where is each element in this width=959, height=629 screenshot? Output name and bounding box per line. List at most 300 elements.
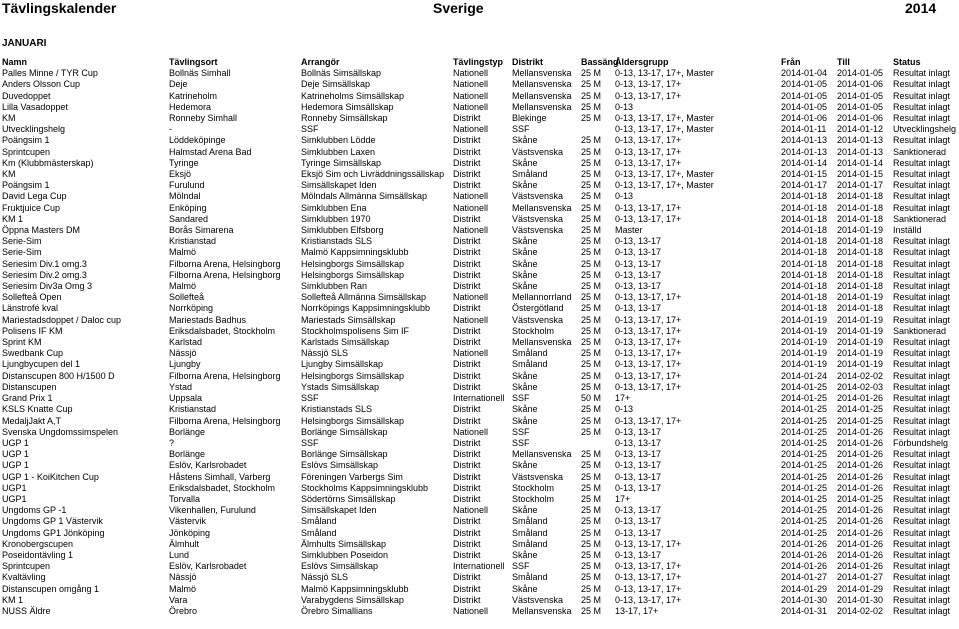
- cell-bassang: 25 M: [581, 549, 602, 560]
- cell-till: 2014-01-30: [837, 594, 884, 605]
- cell-fran: 2014-01-25: [781, 493, 828, 504]
- cell-distrikt: Småland: [512, 538, 548, 549]
- cell-tavlingsort: Örebro: [169, 605, 198, 616]
- cell-till: 2014-01-25: [837, 415, 884, 426]
- cell-fran: 2014-01-26: [781, 561, 828, 572]
- cell-distrikt: SSF: [512, 561, 530, 572]
- cell-bassang: 25 M: [581, 561, 602, 572]
- cell-status: Resultat inlagt: [893, 101, 951, 112]
- cell-tavlingsort: Sandared: [169, 213, 209, 224]
- cell-namn: KSLS Knatte Cup: [2, 404, 73, 415]
- cell-namn: Seriesim Div.1 omg.3: [2, 258, 87, 269]
- cell-arrangor: Simsällskapet Iden: [301, 180, 377, 191]
- cell-arrangor: Kristianstads SLS: [301, 404, 373, 415]
- cell-tavlingsort: Ystad: [169, 381, 193, 392]
- cell-aldersgrupp: 0-13, 13-17, 17+: [615, 135, 682, 146]
- cell-till: 2014-01-13: [837, 146, 884, 157]
- col-header-arrangor: Arrangör: [301, 57, 340, 67]
- cell-fran: 2014-01-18: [781, 202, 828, 213]
- cell-tavlingstyp: Distrikt: [453, 169, 481, 180]
- cell-distrikt: Västsvenska: [512, 191, 564, 202]
- cell-bassang: 25 M: [581, 572, 602, 583]
- cell-fran: 2014-01-05: [781, 90, 828, 101]
- cell-namn: Polisens IF KM: [2, 325, 63, 336]
- cell-fran: 2014-01-18: [781, 236, 828, 247]
- cell-namn: Ungdoms GP1 Jönköping: [2, 527, 105, 538]
- cell-arrangor: Borlänge Simsällskap: [301, 426, 388, 437]
- cell-till: 2014-01-18: [837, 303, 884, 314]
- cell-arrangor: Eslövs Simsällskap: [301, 561, 379, 572]
- table-row: [0, 606, 959, 617]
- cell-arrangor: Simklubben Ran: [301, 281, 368, 292]
- cell-tavlingstyp: Distrikt: [453, 381, 481, 392]
- cell-bassang: 25 M: [581, 79, 602, 90]
- cell-till: 2014-02-02: [837, 605, 884, 616]
- cell-status: Resultat inlagt: [893, 393, 951, 404]
- cell-namn: Serie-Sim: [2, 247, 42, 258]
- cell-tavlingstyp: Distrikt: [453, 437, 481, 448]
- cell-aldersgrupp: 0-13, 13-17: [615, 258, 662, 269]
- table-row: [0, 281, 959, 292]
- cell-tavlingsort: Tyringe: [169, 157, 199, 168]
- cell-namn: Palles Minne / TYR Cup: [2, 68, 98, 79]
- cell-bassang: 25 M: [581, 202, 602, 213]
- cell-namn: Seriesim Div.2 omg.3: [2, 269, 87, 280]
- cell-tavlingstyp: Nationell: [453, 426, 489, 437]
- table-row: [0, 102, 959, 113]
- cell-namn: Ungdoms GP 1 Västervik: [2, 516, 103, 527]
- cell-bassang: 25 M: [581, 225, 602, 236]
- cell-distrikt: Skåne: [512, 236, 538, 247]
- cell-tavlingstyp: Nationell: [453, 90, 489, 101]
- cell-tavlingsort: Borås Simarena: [169, 225, 234, 236]
- cell-distrikt: Småland: [512, 572, 548, 583]
- cell-aldersgrupp: 0-13, 13-17, 17+: [615, 146, 682, 157]
- cell-arrangor: Nässjö SLS: [301, 348, 349, 359]
- cell-arrangor: Helsingborgs Simsällskap: [301, 415, 405, 426]
- table-row: [0, 68, 959, 79]
- cell-tavlingstyp: Distrikt: [453, 325, 481, 336]
- cell-namn: Swedbank Cup: [2, 348, 64, 359]
- cell-tavlingsort: Västervik: [169, 516, 207, 527]
- cell-fran: 2014-01-25: [781, 505, 828, 516]
- table-row: [0, 416, 959, 427]
- table-row: [0, 203, 959, 214]
- cell-fran: 2014-01-25: [781, 471, 828, 482]
- cell-bassang: 25 M: [581, 191, 602, 202]
- cell-aldersgrupp: 0-13, 13-17: [615, 527, 662, 538]
- table-row: [0, 147, 959, 158]
- page-header: [0, 0, 959, 20]
- cell-arrangor: Simklubben Poseidon: [301, 549, 389, 560]
- cell-bassang: 25 M: [581, 381, 602, 392]
- cell-tavlingstyp: Distrikt: [453, 415, 481, 426]
- cell-fran: 2014-01-06: [781, 113, 828, 124]
- cell-bassang: 25 M: [581, 281, 602, 292]
- table-row: [0, 561, 959, 572]
- cell-namn: KM 1: [2, 213, 24, 224]
- cell-tavlingsort: Malmö: [169, 583, 197, 594]
- cell-status: Resultat inlagt: [893, 303, 951, 314]
- cell-fran: 2014-01-18: [781, 247, 828, 258]
- cell-arrangor: Simsällskapet Iden: [301, 505, 377, 516]
- competition-table: [0, 57, 959, 617]
- cell-tavlingstyp: Distrikt: [453, 527, 481, 538]
- cell-till: 2014-01-25: [837, 493, 884, 504]
- cell-fran: 2014-01-29: [781, 583, 828, 594]
- cell-fran: 2014-01-25: [781, 393, 828, 404]
- cell-namn: KM: [2, 169, 16, 180]
- cell-status: Resultat inlagt: [893, 348, 951, 359]
- cell-aldersgrupp: 0-13, 13-17, 17+: [615, 594, 682, 605]
- cell-arrangor: Katrineholms Simsällskap: [301, 90, 405, 101]
- cell-namn: Ljungbycupen del 1: [2, 359, 81, 370]
- table-row: [0, 516, 959, 527]
- cell-bassang: 25 M: [581, 415, 602, 426]
- table-row: [0, 158, 959, 169]
- cell-tavlingstyp: Distrikt: [453, 370, 481, 381]
- cell-status: Resultat inlagt: [893, 583, 951, 594]
- cell-aldersgrupp: 0-13, 13-17, 17+: [615, 561, 682, 572]
- cell-aldersgrupp: 0-13, 13-17, 17+: [615, 90, 682, 101]
- cell-tavlingsort: Eslöv, Karlsrobadet: [169, 460, 247, 471]
- cell-tavlingstyp: Distrikt: [453, 516, 481, 527]
- cell-arrangor: Sollefteå Allmänna Simsällskap: [301, 292, 427, 303]
- cell-fran: 2014-01-17: [781, 180, 828, 191]
- cell-till: 2014-01-26: [837, 527, 884, 538]
- cell-fran: 2014-01-19: [781, 325, 828, 336]
- cell-tavlingstyp: Nationell: [453, 124, 489, 135]
- cell-tavlingsort: Älmhult: [169, 538, 200, 549]
- col-header-namn: Namn: [2, 57, 28, 67]
- cell-till: 2014-02-03: [837, 381, 884, 392]
- cell-distrikt: Västsvenska: [512, 146, 564, 157]
- cell-aldersgrupp: 0-13, 13-17: [615, 303, 662, 314]
- cell-arrangor: Ljungby Simsällskap: [301, 359, 384, 370]
- cell-bassang: 25 M: [581, 213, 602, 224]
- cell-till: 2014-01-18: [837, 213, 884, 224]
- cell-distrikt: Västsvenska: [512, 225, 564, 236]
- cell-till: 2014-01-18: [837, 247, 884, 258]
- cell-arrangor: Helsingborgs Simsällskap: [301, 370, 405, 381]
- cell-till: 2014-01-26: [837, 482, 884, 493]
- cell-bassang: 25 M: [581, 370, 602, 381]
- cell-aldersgrupp: 0-13, 13-17, 17+: [615, 415, 682, 426]
- cell-bassang: 25 M: [581, 460, 602, 471]
- cell-till: 2014-01-19: [837, 225, 884, 236]
- cell-tavlingsort: Torvalla: [169, 493, 201, 504]
- cell-namn: KM 1: [2, 594, 24, 605]
- cell-namn: UGP 1: [2, 437, 29, 448]
- cell-fran: 2014-01-04: [781, 68, 828, 79]
- cell-arrangor: Kristianstads SLS: [301, 236, 373, 247]
- cell-aldersgrupp: 0-13, 13-17: [615, 482, 662, 493]
- table-row: [0, 191, 959, 202]
- cell-arrangor: SSF: [301, 437, 319, 448]
- cell-till: 2014-01-25: [837, 404, 884, 415]
- cell-distrikt: Östergötland: [512, 303, 564, 314]
- cell-tavlingsort: Mariestads Badhus: [169, 314, 247, 325]
- cell-tavlingstyp: Distrikt: [453, 236, 481, 247]
- cell-namn: KM: [2, 113, 16, 124]
- table-row: [0, 595, 959, 606]
- cell-distrikt: Skåne: [512, 460, 538, 471]
- cell-distrikt: Västsvenska: [512, 594, 564, 605]
- cell-aldersgrupp: 0-13, 13-17, 17+: [615, 538, 682, 549]
- cell-status: Resultat inlagt: [893, 561, 951, 572]
- cell-bassang: 25 M: [581, 482, 602, 493]
- table-row: [0, 79, 959, 90]
- cell-distrikt: Västsvenska: [512, 314, 564, 325]
- cell-bassang: 25 M: [581, 605, 602, 616]
- cell-tavlingstyp: Nationell: [453, 191, 489, 202]
- cell-aldersgrupp: 0-13, 13-17, 17+, Master: [615, 169, 714, 180]
- cell-arrangor: Mölndals Allmänna Simsällskap: [301, 191, 428, 202]
- col-header-distrikt: Distrikt: [512, 57, 544, 67]
- cell-status: Resultat inlagt: [893, 135, 951, 146]
- cell-till: 2014-01-13: [837, 135, 884, 146]
- cell-namn: Distanscupen: [2, 381, 57, 392]
- cell-aldersgrupp: 0-13, 13-17, 17+: [615, 157, 682, 168]
- cell-arrangor: Varabygdens Simsällskap: [301, 594, 404, 605]
- cell-distrikt: Mellansvenska: [512, 79, 572, 90]
- cell-aldersgrupp: 0-13, 13-17, 17+, Master: [615, 113, 714, 124]
- cell-arrangor: Nässjö SLS: [301, 572, 349, 583]
- cell-fran: 2014-01-05: [781, 101, 828, 112]
- cell-aldersgrupp: 0-13, 13-17, 17+: [615, 348, 682, 359]
- cell-tavlingsort: Håstens Simhall, Varberg: [169, 471, 271, 482]
- cell-bassang: 25 M: [581, 135, 602, 146]
- cell-tavlingsort: Enköping: [169, 202, 207, 213]
- cell-status: Resultat inlagt: [893, 493, 951, 504]
- cell-aldersgrupp: 13-17, 17+: [615, 605, 659, 616]
- cell-arrangor: SSF: [301, 124, 319, 135]
- cell-distrikt: Mellansvenska: [512, 68, 572, 79]
- cell-fran: 2014-01-26: [781, 549, 828, 560]
- table-row: [0, 169, 959, 180]
- cell-till: 2014-01-06: [837, 113, 884, 124]
- cell-distrikt: SSF: [512, 124, 530, 135]
- cell-tavlingsort: Kristianstad: [169, 404, 217, 415]
- table-row: [0, 315, 959, 326]
- cell-bassang: 25 M: [581, 90, 602, 101]
- cell-aldersgrupp: 0-13, 13-17: [615, 281, 662, 292]
- cell-tavlingstyp: Distrikt: [453, 404, 481, 415]
- cell-bassang: 25 M: [581, 157, 602, 168]
- cell-status: Resultat inlagt: [893, 572, 951, 583]
- table-row: [0, 494, 959, 505]
- cell-bassang: 25 M: [581, 359, 602, 370]
- cell-distrikt: Mellansvenska: [512, 337, 572, 348]
- cell-status: Resultat inlagt: [893, 68, 951, 79]
- cell-bassang: 25 M: [581, 258, 602, 269]
- cell-distrikt: Skåne: [512, 505, 538, 516]
- cell-bassang: 25 M: [581, 505, 602, 516]
- cell-fran: 2014-01-25: [781, 415, 828, 426]
- table-row: [0, 225, 959, 236]
- cell-fran: 2014-01-25: [781, 449, 828, 460]
- table-row: [0, 505, 959, 516]
- cell-aldersgrupp: 0-13, 13-17, 17+: [615, 202, 682, 213]
- cell-fran: 2014-01-27: [781, 572, 828, 583]
- cell-till: 2014-01-19: [837, 337, 884, 348]
- cell-arrangor: Simklubben Lödde: [301, 135, 376, 146]
- col-header-bassang: Bassäng: [581, 57, 619, 67]
- table-row: [0, 393, 959, 404]
- cell-arrangor: Stockholmspolisens Sim IF: [301, 325, 410, 336]
- cell-arrangor: Ystads Simsällskap: [301, 381, 380, 392]
- cell-aldersgrupp: 0-13, 13-17: [615, 236, 662, 247]
- cell-tavlingstyp: Distrikt: [453, 460, 481, 471]
- cell-status: Resultat inlagt: [893, 281, 951, 292]
- cell-aldersgrupp: 0-13: [615, 101, 634, 112]
- table-row: [0, 259, 959, 270]
- table-row: [0, 303, 959, 314]
- table-row: [0, 359, 959, 370]
- table-row: [0, 135, 959, 146]
- cell-bassang: 25 M: [581, 404, 602, 415]
- cell-tavlingstyp: Distrikt: [453, 146, 481, 157]
- cell-distrikt: Mellansvenska: [512, 202, 572, 213]
- cell-tavlingstyp: Nationell: [453, 314, 489, 325]
- cell-bassang: 25 M: [581, 303, 602, 314]
- cell-fran: 2014-01-25: [781, 482, 828, 493]
- cell-fran: 2014-01-31: [781, 605, 828, 616]
- cell-namn: MedaljJakt A,T: [2, 415, 62, 426]
- cell-namn: Poängsim 1: [2, 135, 50, 146]
- cell-aldersgrupp: 0-13, 13-17, 17+: [615, 370, 682, 381]
- table-row: [0, 91, 959, 102]
- cell-namn: Serie-Sim: [2, 236, 42, 247]
- cell-status: Resultat inlagt: [893, 337, 951, 348]
- cell-arrangor: Föreningen Varbergs Sim: [301, 471, 403, 482]
- cell-aldersgrupp: 0-13, 13-17: [615, 549, 662, 560]
- cell-status: Resultat inlagt: [893, 258, 951, 269]
- page-title: Tävlingskalender: [2, 0, 117, 16]
- col-header-aldersgrupp: Åldersgrupp: [615, 57, 669, 67]
- cell-tavlingsort: Deje: [169, 79, 188, 90]
- cell-namn: Svenska Ungdomssimspelen: [2, 426, 119, 437]
- cell-arrangor: Helsingborgs Simsällskap: [301, 269, 405, 280]
- cell-tavlingsort: Borlänge: [169, 426, 206, 437]
- cell-tavlingsort: Hedemora: [169, 101, 212, 112]
- cell-aldersgrupp: 0-13, 13-17, 17+: [615, 325, 682, 336]
- cell-bassang: 25 M: [581, 426, 602, 437]
- cell-namn: Anders Olsson Cup: [2, 79, 81, 90]
- cell-fran: 2014-01-19: [781, 348, 828, 359]
- cell-till: 2014-01-26: [837, 437, 884, 448]
- cell-till: 2014-01-12: [837, 124, 884, 135]
- cell-arrangor: Malmö Kappsimningsklubb: [301, 247, 409, 258]
- cell-status: Resultat inlagt: [893, 381, 951, 392]
- cell-aldersgrupp: 0-13: [615, 191, 634, 202]
- cell-distrikt: Västsvenska: [512, 471, 564, 482]
- cell-arrangor: Borlänge Simsällskap: [301, 449, 388, 460]
- cell-tavlingsort: Uppsala: [169, 393, 203, 404]
- cell-tavlingstyp: Distrikt: [453, 471, 481, 482]
- cell-tavlingsort: Vikenhallen, Furulund: [169, 505, 256, 516]
- cell-namn: UGP 1: [2, 449, 29, 460]
- cell-bassang: 25 M: [581, 292, 602, 303]
- cell-bassang: 25 M: [581, 583, 602, 594]
- cell-fran: 2014-01-05: [781, 79, 828, 90]
- cell-distrikt: Stockholm: [512, 482, 555, 493]
- cell-tavlingstyp: Nationell: [453, 101, 489, 112]
- cell-arrangor: Eksjö Sim och Livräddningssällskap: [301, 169, 445, 180]
- cell-till: 2014-01-26: [837, 516, 884, 527]
- cell-distrikt: Småland: [512, 359, 548, 370]
- cell-arrangor: Bollnäs Simsällskap: [301, 68, 382, 79]
- cell-aldersgrupp: 0-13, 13-17, 17+, Master: [615, 124, 714, 135]
- table-row: [0, 292, 959, 303]
- cell-tavlingsort: Filborna Arena, Helsingborg: [169, 370, 281, 381]
- cell-till: 2014-01-18: [837, 202, 884, 213]
- cell-distrikt: Mellansvenska: [512, 90, 572, 101]
- cell-arrangor: Hedemora Simsällskap: [301, 101, 394, 112]
- cell-bassang: [579, 124, 613, 135]
- cell-status: Utvecklingshelg: [893, 124, 957, 135]
- cell-namn: Distanscupen 800 H/1500 D: [2, 370, 115, 381]
- table-row: [0, 113, 959, 124]
- table-row: [0, 572, 959, 583]
- cell-tavlingstyp: Distrikt: [453, 449, 481, 460]
- cell-distrikt: SSF: [512, 437, 530, 448]
- cell-namn: David Lega Cup: [2, 191, 67, 202]
- cell-namn: Km (Klubbmästerskap): [2, 157, 94, 168]
- cell-tavlingsort: Kristianstad: [169, 236, 217, 247]
- cell-aldersgrupp: 0-13, 13-17: [615, 505, 662, 516]
- cell-namn: Kronobergscupen: [2, 538, 74, 549]
- cell-fran: 2014-01-15: [781, 169, 828, 180]
- cell-status: Resultat inlagt: [893, 415, 951, 426]
- cell-bassang: 25 M: [581, 337, 602, 348]
- cell-arrangor: Norrköpings Kappsimningsklubb: [301, 303, 431, 314]
- cell-namn: Distanscupen omgång 1: [2, 583, 100, 594]
- cell-till: 2014-01-14: [837, 157, 884, 168]
- cell-status: Resultat inlagt: [893, 79, 951, 90]
- col-header-tavlingstyp: Tävlingstyp: [453, 57, 504, 67]
- cell-tavlingsort: Nässjö: [169, 572, 197, 583]
- cell-till: 2014-01-19: [837, 348, 884, 359]
- cell-namn: UGP 1 - KoiKitchen Cup: [2, 471, 99, 482]
- cell-aldersgrupp: 0-13, 13-17: [615, 460, 662, 471]
- cell-fran: 2014-01-14: [781, 157, 828, 168]
- cell-distrikt: Västsvenska: [512, 213, 564, 224]
- col-header-status: Status: [893, 57, 921, 67]
- cell-fran: 2014-01-18: [781, 292, 828, 303]
- cell-namn: Poseidontävling 1: [2, 549, 74, 560]
- cell-tavlingsort: Lund: [169, 549, 190, 560]
- cell-till: 2014-01-26: [837, 460, 884, 471]
- table-row: [0, 326, 959, 337]
- cell-tavlingsort: Malmö: [169, 247, 197, 258]
- cell-tavlingstyp: Distrikt: [453, 269, 481, 280]
- cell-fran: 2014-01-25: [781, 437, 828, 448]
- cell-status: Resultat inlagt: [893, 236, 951, 247]
- cell-tavlingsort: ?: [169, 437, 175, 448]
- col-header-till: Till: [837, 57, 850, 67]
- cell-tavlingstyp: Distrikt: [453, 180, 481, 191]
- cell-fran: 2014-01-19: [781, 337, 828, 348]
- cell-till: 2014-01-05: [837, 68, 884, 79]
- cell-arrangor: Småland: [301, 516, 337, 527]
- cell-distrikt: Stockholm: [512, 493, 555, 504]
- cell-namn: Utvecklingshelg: [2, 124, 66, 135]
- cell-tavlingstyp: Nationell: [453, 225, 489, 236]
- cell-bassang: 25 M: [581, 594, 602, 605]
- cell-status: Resultat inlagt: [893, 292, 951, 303]
- cell-bassang: 25 M: [581, 493, 602, 504]
